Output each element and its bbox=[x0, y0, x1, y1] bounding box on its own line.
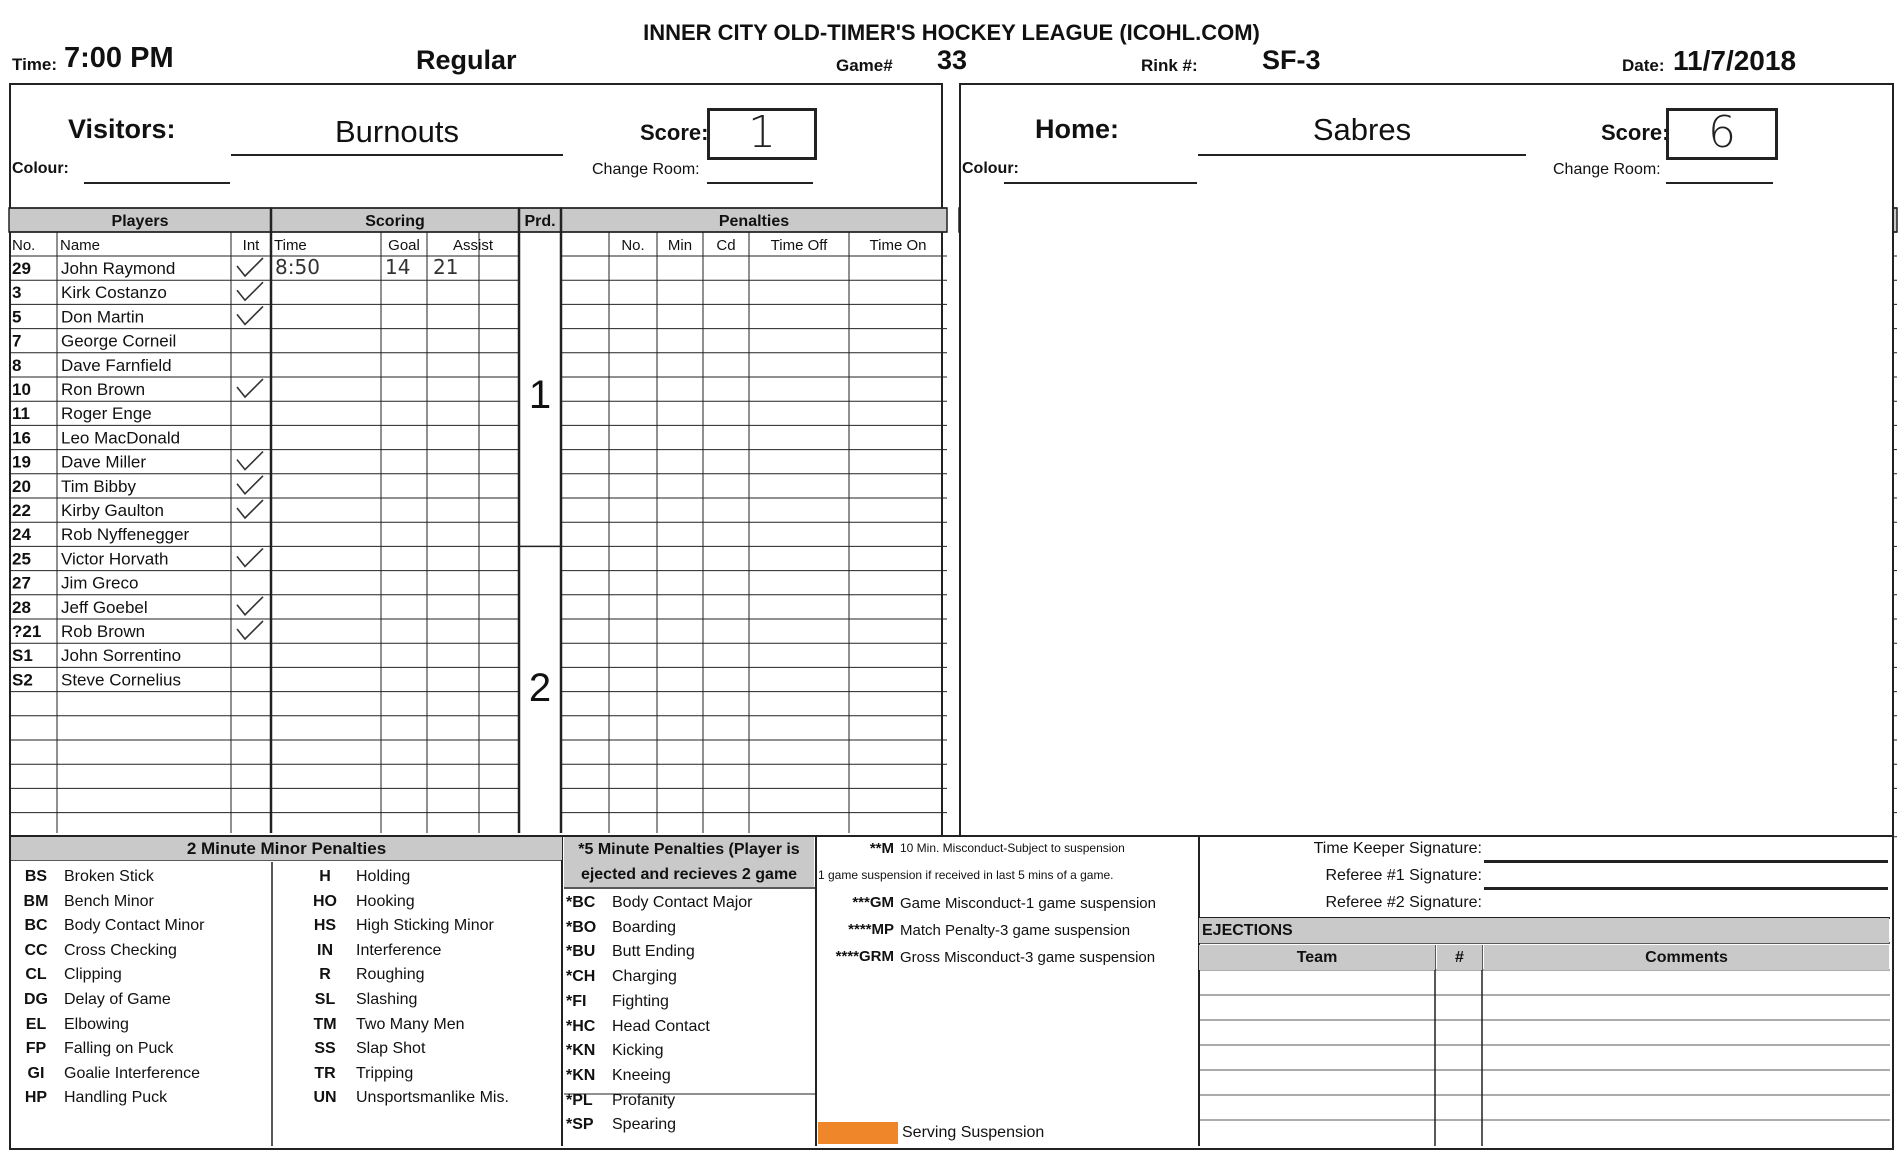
referee1-signature-label: Referee #1 Signature: bbox=[1325, 867, 1482, 884]
rink-value: SF-3 bbox=[1262, 45, 1321, 75]
visitors-col-name: Name bbox=[60, 237, 101, 254]
minor-penalty-code: SL bbox=[314, 991, 336, 1008]
game-date: 11/7/2018 bbox=[1673, 45, 1797, 76]
visitors-header-players: Players bbox=[111, 213, 169, 230]
misconduct-code: **M bbox=[869, 840, 894, 857]
visitors-header-scoring: Scoring bbox=[365, 213, 425, 230]
minor-penalty-code: UN bbox=[313, 1089, 337, 1107]
visitors-player-name: John Raymond bbox=[61, 259, 176, 278]
minor-penalty-code: CC bbox=[24, 941, 48, 959]
visitors-player-name: Dave Farnfield bbox=[61, 355, 172, 375]
rink-label: Rink #: bbox=[1141, 56, 1198, 75]
minor-penalty-code: EL bbox=[25, 1015, 47, 1033]
minor-penalty-code: HS bbox=[313, 917, 337, 935]
minor-penalty-code: SS bbox=[314, 1040, 336, 1058]
visitors-period-1: 1 bbox=[528, 372, 552, 417]
misconduct-code: ***GM bbox=[852, 894, 894, 911]
visitors-player-name: Leo MacDonald bbox=[61, 428, 181, 448]
visitors-player-name: Rob Nyffenegger bbox=[61, 525, 190, 545]
major-penalty-description: Fighting bbox=[612, 992, 669, 1010]
minor-penalty-code: H bbox=[319, 868, 331, 885]
misconduct-description: Gross Misconduct-3 game suspension bbox=[900, 949, 1156, 966]
home-score-label: Score: bbox=[1601, 120, 1670, 145]
major-penalties-title bbox=[564, 837, 814, 887]
minor-penalty-description: Handling Puck bbox=[64, 1089, 168, 1107]
minor-penalty-code: CL bbox=[25, 966, 47, 984]
time-label: Time: bbox=[12, 55, 58, 74]
visitors-player-number: 27 bbox=[12, 573, 31, 593]
major-penalty-description: Body Contact Major bbox=[612, 894, 753, 911]
minor-penalty-description: High Sticking Minor bbox=[356, 917, 494, 935]
ejections-comments-header: Comments bbox=[1484, 945, 1889, 970]
misconduct-description: Match Penalty-3 game suspension bbox=[900, 922, 1131, 939]
minor-penalty-description: Delay of Game bbox=[64, 991, 171, 1008]
serving-suspension-label: Serving Suspension bbox=[902, 1124, 1045, 1141]
ejections-title bbox=[1199, 918, 1889, 943]
minor-penalty-code: BS bbox=[24, 868, 48, 885]
visitors-col-int: Int bbox=[242, 237, 260, 254]
visitors-player-number: S2 bbox=[12, 670, 33, 690]
visitors-player-name: Kirk Costanzo bbox=[61, 283, 167, 303]
minor-penalties-title: 2 Minute Minor Penalties bbox=[11, 837, 562, 860]
minor-penalty-code: TM bbox=[313, 1015, 337, 1033]
home-team-name: Sabres bbox=[1198, 112, 1526, 156]
visitors-goal-scorer: 14 bbox=[385, 255, 411, 279]
visitors-player-number: 16 bbox=[12, 428, 31, 448]
visitors-label: Visitors: bbox=[68, 114, 176, 144]
serving-suspension-swatch bbox=[818, 1122, 898, 1144]
minor-penalty-description: Falling on Puck bbox=[64, 1040, 174, 1058]
visitors-player-name: Tim Bibby bbox=[61, 476, 136, 496]
game-type: Regular bbox=[416, 45, 517, 75]
major-penalty-code: *SP bbox=[566, 1116, 594, 1134]
visitors-period-2: 2 bbox=[528, 665, 552, 710]
visitors-score-label: Score: bbox=[640, 120, 709, 145]
visitors-col-cd: Cd bbox=[716, 237, 736, 254]
visitors-player-number: S1 bbox=[12, 646, 33, 666]
major-penalty-code: *KN bbox=[566, 1042, 596, 1060]
visitors-change-room-label: Change Room: bbox=[592, 161, 700, 178]
major-penalty-description: Head Contact bbox=[612, 1017, 710, 1035]
visitors-player-number: ?21 bbox=[12, 622, 42, 641]
visitors-col-goal: Goal bbox=[388, 237, 420, 254]
minor-penalty-code: GI bbox=[27, 1064, 45, 1082]
visitors-col-no: No. bbox=[12, 237, 36, 254]
misconduct-description: Game Misconduct-1 game suspension bbox=[900, 895, 1156, 912]
ejections-number-header: # bbox=[1437, 945, 1482, 970]
home-score: 6 bbox=[1666, 108, 1778, 160]
visitors-player-name: George Corneil bbox=[61, 331, 177, 351]
major-title-line1: *5 Minute Penalties (Player is bbox=[578, 841, 800, 858]
visitors-player-name: Jim Greco bbox=[61, 573, 139, 593]
misconduct-code: ****GRM bbox=[835, 948, 894, 965]
visitors-header-prd: Prd. bbox=[524, 213, 556, 230]
visitors-player-number: 3 bbox=[12, 283, 22, 303]
visitors-col-assist: Assist bbox=[452, 237, 494, 254]
game-time: 7:00 PM bbox=[64, 42, 174, 74]
minor-penalty-description: Hooking bbox=[356, 892, 415, 910]
visitors-player-number: 8 bbox=[12, 355, 22, 375]
minor-penalty-description: Body Contact Minor bbox=[64, 917, 205, 935]
visitors-player-name: Roger Enge bbox=[61, 404, 152, 424]
visitors-colour-label: Colour: bbox=[12, 160, 69, 177]
home-colour-label: Colour: bbox=[962, 160, 1019, 177]
major-penalty-code: *PL bbox=[566, 1091, 593, 1109]
minor-penalty-description: Slashing bbox=[356, 991, 418, 1008]
visitors-player-number: 20 bbox=[12, 476, 31, 496]
minor-penalty-description: Goalie Interference bbox=[64, 1064, 201, 1082]
major-penalty-code: *BC bbox=[566, 894, 596, 911]
major-penalty-description: Spearing bbox=[612, 1116, 677, 1134]
major-penalty-code: *FI bbox=[566, 992, 587, 1010]
minor-penalty-code: BC bbox=[24, 917, 48, 935]
major-penalty-description: Boarding bbox=[612, 918, 677, 936]
visitors-player-number: 28 bbox=[12, 597, 31, 617]
visitors-player-name: Ron Brown bbox=[61, 380, 146, 399]
major-penalty-code: *HC bbox=[566, 1017, 596, 1035]
ejections-team-header: Team bbox=[1199, 945, 1435, 970]
misconduct-description: 10 Min. Misconduct-Subject to suspension bbox=[900, 841, 1125, 855]
minor-penalty-description: Elbowing bbox=[64, 1015, 129, 1033]
minor-penalty-description: Unsportsmanlike Mis. bbox=[356, 1089, 509, 1107]
minor-penalty-code: HO bbox=[313, 892, 337, 910]
visitors-player-number: 7 bbox=[12, 331, 22, 351]
minor-penalty-description: Roughing bbox=[356, 966, 425, 984]
visitors-goal-assist: 21 bbox=[433, 255, 459, 279]
visitors-player-number: 29 bbox=[12, 259, 31, 278]
minor-penalty-description: Broken Stick bbox=[64, 868, 154, 885]
visitors-player-name: Steve Cornelius bbox=[61, 670, 182, 690]
minor-penalty-code: HP bbox=[24, 1089, 48, 1107]
home-label: Home: bbox=[1035, 114, 1120, 144]
visitors-team-name: Burnouts bbox=[231, 114, 563, 156]
visitors-player-number: 19 bbox=[12, 452, 31, 472]
misconduct-description: 1 game suspension if received in last 5 mins of a game. bbox=[818, 868, 1114, 882]
visitors-col-pen-no: No. bbox=[621, 237, 645, 254]
referee1-signature-line[interactable] bbox=[1484, 887, 1888, 890]
visitors-player-name: Kirby Gaulton bbox=[61, 501, 164, 520]
visitors-col-time-on: Time On bbox=[869, 237, 927, 254]
visitors-player-name: Don Martin bbox=[61, 307, 145, 327]
timekeeper-signature-label: Time Keeper Signature: bbox=[1313, 840, 1482, 857]
visitors-player-number: 22 bbox=[12, 501, 31, 520]
minor-penalty-code: IN bbox=[317, 941, 333, 959]
visitors-header-penalties: Penalties bbox=[718, 213, 790, 230]
minor-penalty-code: BM bbox=[23, 892, 49, 910]
minor-penalty-description: Tripping bbox=[356, 1064, 414, 1082]
visitors-player-number: 10 bbox=[12, 380, 31, 399]
minor-penalty-code: TR bbox=[314, 1064, 336, 1082]
ejections-title-text: EJECTIONS bbox=[1202, 922, 1293, 939]
visitors-player-number: 5 bbox=[12, 307, 22, 327]
major-penalty-code: *BO bbox=[566, 918, 597, 936]
minor-penalty-description: Two Many Men bbox=[356, 1015, 465, 1033]
visitors-player-number: 11 bbox=[12, 404, 30, 424]
game-number-label: Game# bbox=[836, 56, 893, 75]
major-penalty-description: Kneeing bbox=[612, 1066, 671, 1084]
major-penalty-description: Kicking bbox=[612, 1042, 664, 1060]
visitors-player-name: Dave Miller bbox=[61, 452, 147, 472]
major-penalty-description: Profanity bbox=[612, 1091, 676, 1109]
referee2-signature-label: Referee #2 Signature: bbox=[1325, 894, 1482, 911]
major-penalty-code: *KN bbox=[566, 1066, 596, 1084]
major-penalty-description: Butt Ending bbox=[612, 943, 695, 961]
major-title-line2: ejected and recieves 2 game bbox=[580, 866, 798, 883]
timekeeper-signature-line[interactable] bbox=[1484, 860, 1888, 863]
visitors-player-number: 25 bbox=[12, 549, 31, 569]
minor-penalty-description: Bench Minor bbox=[64, 892, 154, 910]
major-penalty-description: Charging bbox=[612, 968, 677, 986]
minor-penalty-description: Cross Checking bbox=[64, 941, 177, 959]
minor-penalty-description: Slap Shot bbox=[356, 1040, 426, 1058]
minor-penalty-description: Clipping bbox=[64, 966, 122, 984]
minor-penalty-description: Holding bbox=[356, 868, 411, 885]
visitors-goal-time: 8:50 bbox=[275, 255, 320, 279]
home-change-room-label: Change Room: bbox=[1553, 161, 1661, 178]
major-penalty-code: *BU bbox=[566, 943, 596, 961]
visitors-col-min: Min bbox=[667, 237, 693, 254]
minor-penalty-code: DG bbox=[24, 991, 48, 1008]
visitors-col-time: Time bbox=[274, 237, 307, 254]
minor-penalty-description: Interference bbox=[356, 941, 442, 959]
visitors-player-name: Victor Horvath bbox=[61, 549, 169, 569]
misconduct-code: ****MP bbox=[848, 921, 894, 938]
visitors-player-name: Rob Brown bbox=[61, 622, 146, 641]
visitors-player-name: John Sorrentino bbox=[61, 646, 182, 666]
visitors-player-number: 24 bbox=[12, 525, 31, 545]
game-number: 33 bbox=[937, 45, 968, 75]
visitors-col-time-off: Time Off bbox=[770, 237, 828, 254]
league-title: INNER CITY OLD-TIMER'S HOCKEY LEAGUE (ICOHL.COM) bbox=[643, 20, 1260, 45]
minor-penalty-code: R bbox=[319, 966, 331, 984]
major-penalty-code: *CH bbox=[566, 968, 596, 986]
date-label: Date: bbox=[1622, 56, 1665, 75]
visitors-score: 1 bbox=[707, 108, 817, 160]
visitors-player-name: Jeff Goebel bbox=[61, 597, 148, 617]
minor-penalty-code: FP bbox=[25, 1040, 47, 1058]
